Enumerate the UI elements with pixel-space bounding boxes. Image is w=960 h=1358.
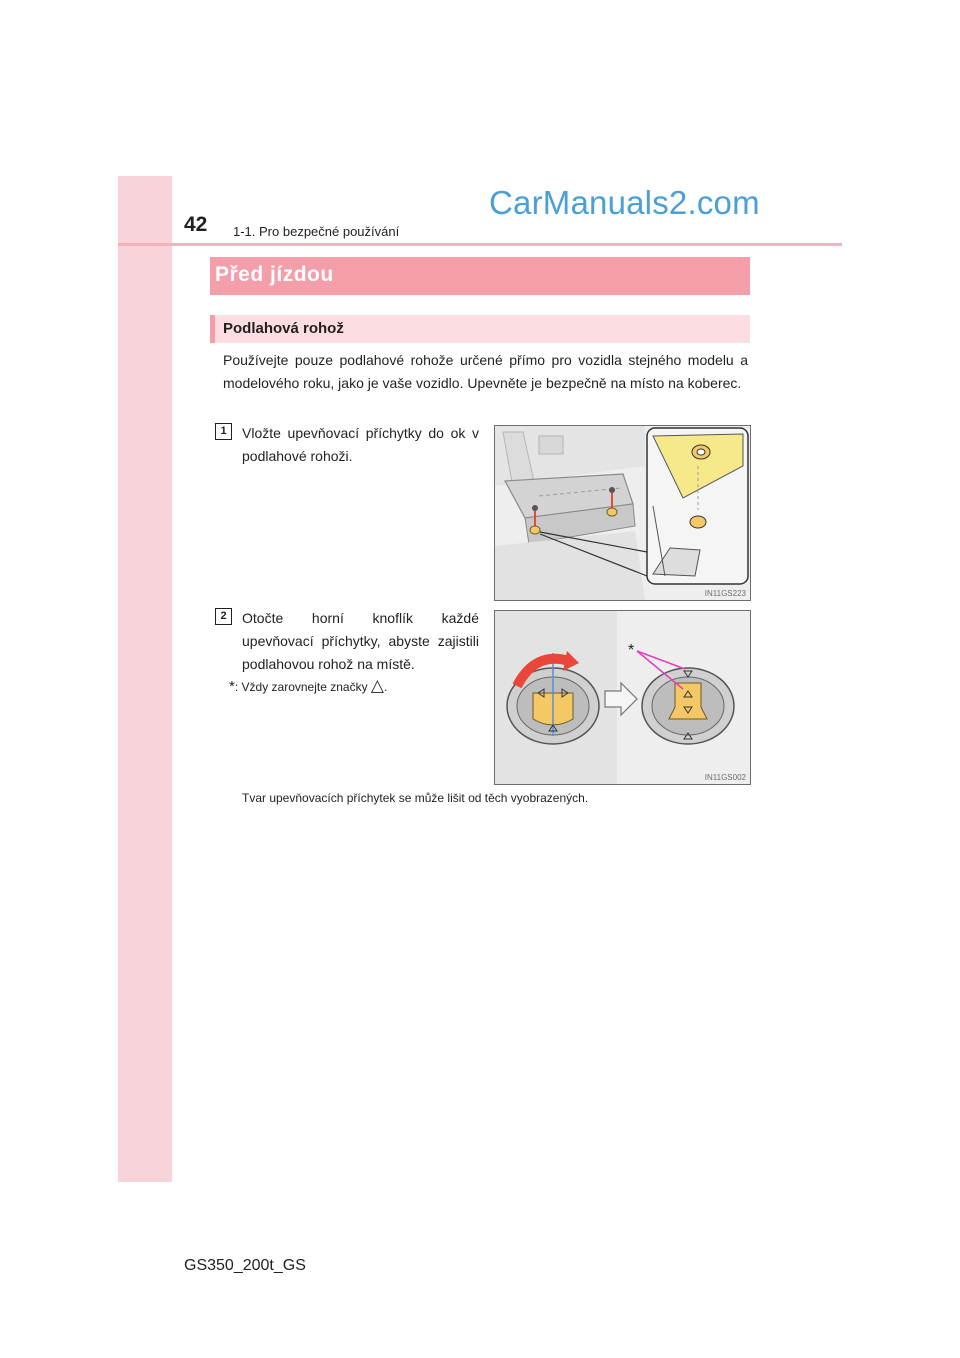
chapter-title: 1-1. Pro bezpečné používání: [233, 224, 400, 239]
step-2-text: Otočte horní knoflík každé upevňovací příchytky, abyste zajistili podlahovou rohož na místě.: [242, 610, 479, 672]
note-marker: *: [229, 678, 235, 695]
figure-2-asterisk: *: [628, 642, 635, 659]
step-1-number: 1: [215, 423, 232, 440]
side-strip: [118, 176, 172, 1182]
floor-mat-illustration: [495, 426, 750, 600]
footer-model-code: GS350_200t_GS: [184, 1257, 306, 1274]
subsection-title: Podlahová rohož: [223, 320, 344, 337]
subsection-marker: [210, 315, 215, 343]
figure-floor-mat-hooks: [494, 425, 751, 601]
header-rule: [118, 243, 842, 246]
step-1-text: Vložte upevňovací příchytky do ok v podlahové rohoži.: [242, 425, 479, 464]
step-2-number: 2: [215, 608, 232, 625]
figure-2-code: IN11GS002: [704, 773, 746, 782]
note-text: : Vždy zarovnejte značky: [234, 680, 368, 694]
note-suffix: .: [384, 680, 388, 694]
watermark-logo: CarManuals2.com: [489, 184, 760, 221]
figure-1-code: IN11GS223: [704, 589, 746, 598]
page-number: 42: [184, 213, 208, 236]
intro-paragraph: Používejte pouze podlahové rohože určené přímo pro vozidla stejného modelu a modelového roku, jako je vaše vozidlo. Upevněte je bezpečně na místo na koberec.: [223, 352, 748, 391]
clip-rotation-illustration: [495, 611, 750, 784]
triangle-mark-icon: △: [370, 676, 384, 695]
section-title: Před jízdou: [215, 263, 334, 286]
figure-caption: Tvar upevňovacích příchytek se může lišit od těch vyobrazených.: [242, 791, 589, 805]
note-line: [229, 676, 387, 696]
figure-clip-rotation: [494, 610, 751, 785]
